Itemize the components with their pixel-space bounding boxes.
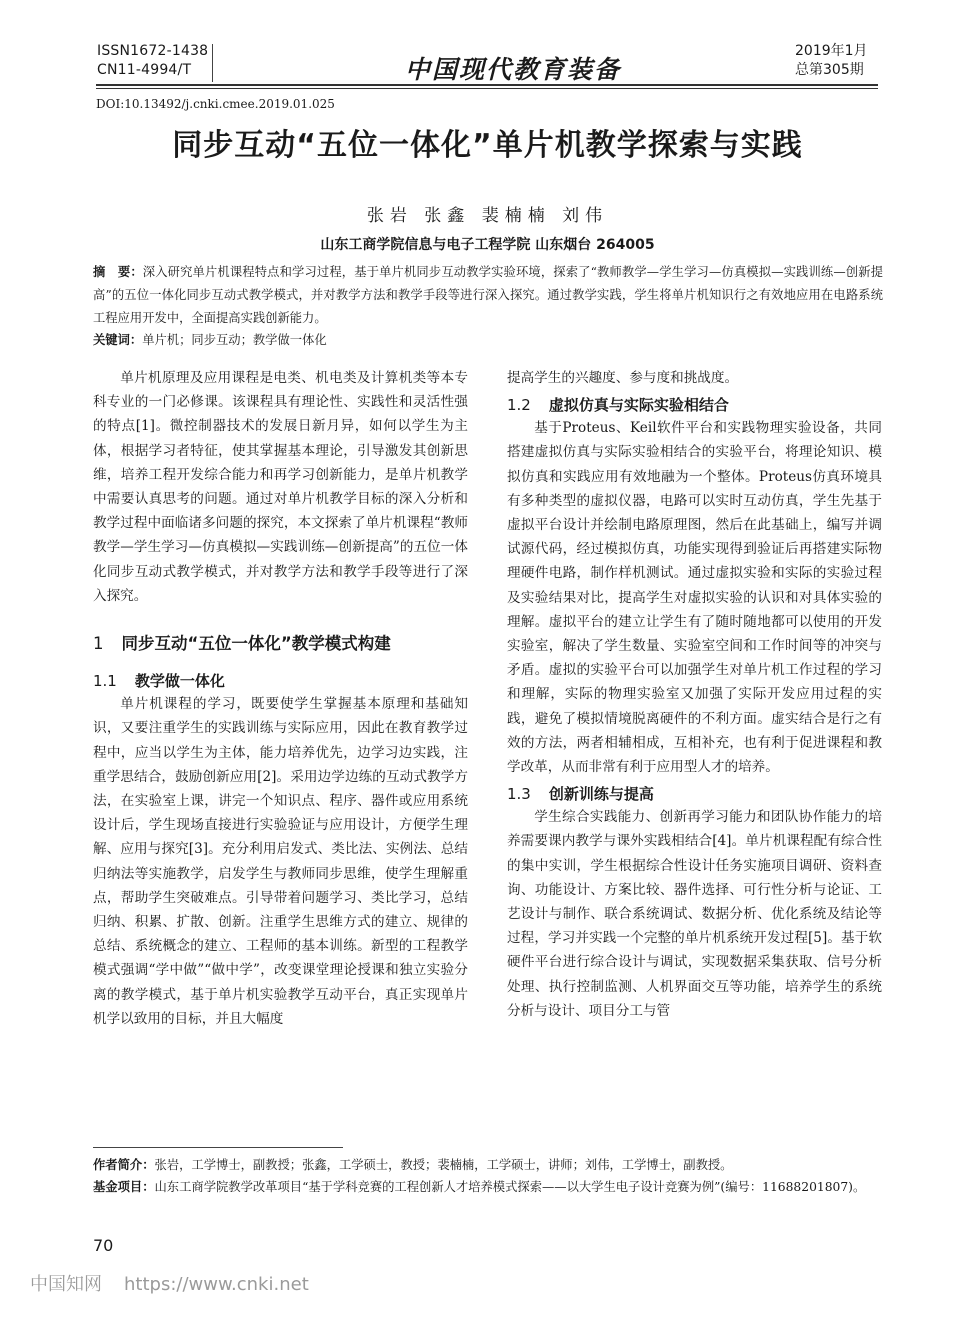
section-1-1-heading [93,670,468,692]
left-column [93,366,468,1031]
header-rule [96,84,878,86]
section-1-2-paragraph: 基于Proteus、Keil软件平台和实践物理实验设备，共同搭建虚拟仿真与实际实验相结合的实验平台，将理论知识、模拟仿真和实践应用有效地融为一个整体。Proteus仿真环境具有多种类型的虚拟仪器，电路可以实时互动仿真，学生先基于虚拟平台设计并绘制电路原理图，然后在此基础上，编写并调试源代码，经过模拟仿真，功能实现得到验证后再搭建实际物理硬件电路，制作样机测试。通过虚拟实验和实际的实验过程及实验结果对比，提高学生对虚拟实验的认识和对具体实验的理解。虚拟平台的建立让学生有了随时随地都可以使用的开发实验室，解决了学生数量、实验室空间和工作时间等的冲突与矛盾。虚拟的实验平台可以加强学生对单片机工作过程的学习和理解，实际的物理实验室又加强了实际开发应用过程的实践，避免了模拟情境脱离硬件的不利方面。虚实结合是行之有效的方法，两者相辅相成，互相补充，也有利于促进课程和教学改革，从而非常有利于应用型人才的培养。 [507,420,882,776]
authors: 张岩 张鑫 裴楠楠 刘伟 [366,206,609,226]
issn: ISSN1672-1438 [97,43,209,59]
section-1-1-title: 教学做一体化 [134,672,225,691]
section-1-title: 同步互动“五位一体化”教学模式构建 [121,634,391,654]
keywords [93,330,883,350]
cnki-watermark [30,1270,309,1296]
header-divider [212,44,213,82]
section-1-1-number: 1.1 [93,672,117,691]
continued-paragraph: 提高学生的兴趣度、参与度和挑战度。 [507,370,739,386]
cn-number: CN11-4994/T [97,62,192,78]
doi: DOI:10.13492/j.cnki.cmee.2019.01.025 [96,97,335,111]
keywords-text: 单片机；同步互动；教学做一体化 [142,333,327,347]
section-1-2-title: 虚拟仿真与实际实验相结合 [548,396,729,415]
watermark-url: https://www.cnki.net [124,1274,309,1295]
abstract [93,260,883,330]
keywords-label: 关键词： [93,332,143,347]
abstract-text: 深入研究单片机课程特点和学习过程，基于单片机同步互动教学实验环境，探索了“教师教学—学生学习—仿真模拟—实践训练—创新提高”的五位一体化同步互动式教学模式，并对教学方法和教学手段等进行深入探究。通过教学实践，学生将单片机知识行之有效地应用在电路系统工程应用开发中，全面提高实践创新能力。 [93,265,883,325]
author-bio [93,1154,883,1176]
footnote-rule [93,1147,343,1148]
section-1-1-paragraph: 单片机课程的学习，既要使学生掌握基本原理和基础知识，又要注重学生的实践训练与实际应用，因此在教育教学过程中，应当以学生为主体，能力培养优先，边学习边实践，注重学思结合，鼓励创新应用[2]。采用边学边练的互动式教学方法，在实验室上课，讲完一个知识点、程序、器件或应用系统设计后，学生现场直接进行实验验证与应用设计，方便学生理解、应用与探究[3]。充分利用启发式、类比法、实例法、总结归纳法等实施教学，启发学生与教师同步思维，使学生理解重点，帮助学生突破难点。引导带着问题学习、类比学习，总结归纳、积累、扩散、创新。注重学生思维方式的建立、规律的总结、系统概念的建立、工程师的基本训练。新型的工程教学模式强调“学中做”“做中学”，改变课堂理论授课和独立实验分离的教学模式，基于单片机实验教学互动平台，真正实现单片机学以致用的目标，并且大幅度 [93,696,468,1027]
author-bio-text: 张岩，工学博士，副教授；张鑫，工学硕士，教授；裴楠楠，工学硕士，讲师；刘伟，工学博士，副教授。 [154,1158,733,1172]
funding-label: 基金项目： [93,1179,155,1194]
header-rule-thin [96,88,878,89]
page-number: 70 [93,1236,114,1255]
funding [93,1176,883,1198]
watermark-site: 中国知网 [30,1274,102,1295]
affiliation: 山东工商学院信息与电子工程学院 山东烟台 264005 [320,237,655,253]
footnotes [93,1154,883,1198]
issue-info-block [795,42,868,80]
author-bio-label: 作者简介： [93,1157,155,1172]
issue-date: 2019年1月 [795,43,868,59]
section-1-number: 1 [93,634,104,654]
journal-issn-block [97,42,208,80]
intro-paragraph: 单片机原理及应用课程是电类、机电类及计算机类等本专科专业的一门必修课。该课程具有理论性、实践性和灵活性强的特点[1]。微控制器技术的发展日新月异，如何以学生为主体，根据学习者特征，使其掌握基本理论，引导激发其创新思维，培养工程开发综合能力和再学习创新能力，是单片机教学中需要认真思考的问题。通过对单片机教学目标的深入分析和教学过程中面临诸多问题的探究，本文探索了单片机课程“教师教学—学生学习—仿真模拟—实践训练—创新提高”的五位一体化同步互动式教学模式，并对教学方法和教学手段等进行了深入探究。 [93,370,468,604]
issue-total: 总第305期 [795,62,864,78]
section-1-3-heading [507,783,882,805]
section-1-2-number: 1.2 [507,396,531,415]
right-column [507,366,882,1023]
section-1-2-heading [507,394,882,416]
section-1-heading [93,632,468,656]
section-1-3-number: 1.3 [507,785,531,804]
section-1-3-title: 创新训练与提高 [548,785,654,804]
section-1-3-paragraph: 学生综合实践能力、创新再学习能力和团队协作能力的培养需要课内教学与课外实践相结合[4]。单片机课程配有综合性的集中实训，学生根据综合性设计任务实施项目调研、资料查询、功能设计、方案比较、器件选择、可行性分析与论证、工艺设计与制作、联合系统调试、数据分析、优化系统及结论等过程，学习并实践一个完整的单片机系统开发过程[5]。基于软硬件平台进行综合设计与调试，实现数据采集获取、信号分析处理、执行控制监测、人机界面交互等功能，培养学生的系统分析与设计、项目分工与管 [507,809,882,1019]
abstract-label: 摘 要： [93,264,143,279]
funding-text: 山东工商学院教学改革项目“基于学科竞赛的工程创新人才培养模式探索——以大学生电子设计竞赛为例”(编号：11688201807)。 [154,1180,866,1194]
article-title: 同步互动“五位一体化”单片机教学探索与实践 [172,128,803,163]
journal-masthead: 中国现代教育装备 [405,55,622,84]
